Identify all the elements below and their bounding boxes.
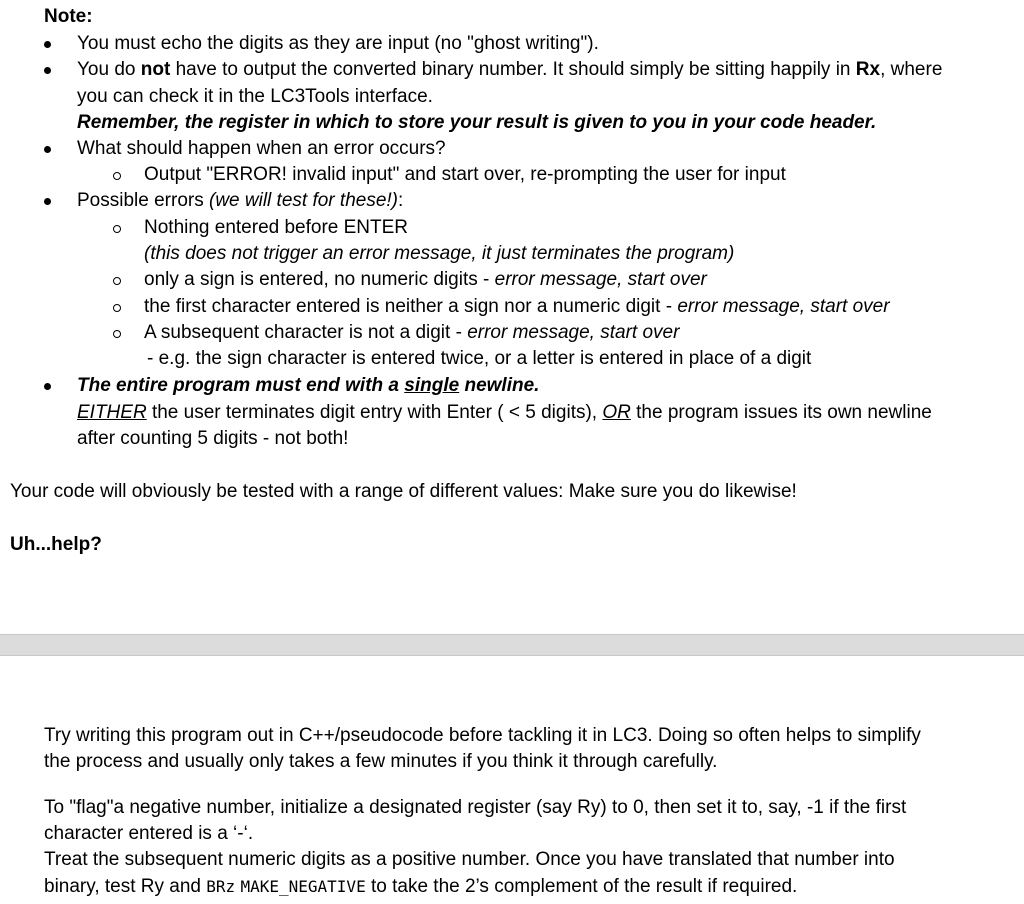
bullet-dot <box>44 198 51 205</box>
bullet-no-output-line2: you can check it in the LC3Tools interface. <box>77 86 433 107</box>
help-heading: Uh...help? <box>10 534 102 555</box>
error-nothing-note: (this does not trigger an error message, it just terminates the program) <box>144 243 735 264</box>
sub-bullet-circle <box>113 330 121 338</box>
bullet-dot <box>44 146 51 153</box>
page-break <box>0 634 1024 656</box>
sub-bullet-circle <box>113 304 121 312</box>
tip-treat-line1: Treat the subsequent numeric digits as a positive number. Once you have translated that number into <box>44 849 895 870</box>
sub-bullet-circle <box>113 277 121 285</box>
tip-flag-line2: character entered is a ‘-‘. <box>44 823 254 844</box>
tip-flag-line1: To "flag"a negative number, initialize a designated register (say Ry) to 0, then set it to, say, -1 if the first <box>44 797 907 818</box>
tip-pseudocode-line1: Try writing this program out in C++/pseudocode before tackling it in LC3. Doing so often helps to simplify <box>44 725 921 746</box>
error-subsequent-char: A subsequent character is not a digit - error message, start over <box>144 322 680 343</box>
bullet-possible-errors: Possible errors (we will test for these!): <box>77 190 404 211</box>
bullet-dot <box>44 67 51 74</box>
note-heading: Note: <box>44 6 93 27</box>
newline-either-or: EITHER the user terminates digit entry with Enter ( < 5 digits), OR the program issues its own newline <box>77 402 932 423</box>
bullet-single-newline: The entire program must end with a single newline. <box>77 375 540 396</box>
sub-bullet-circle <box>113 172 121 180</box>
bullet-dot <box>44 41 51 48</box>
tip-treat-line2: binary, test Ry and BRz MAKE_NEGATIVE to take the 2’s complement of the result if required. <box>44 876 798 897</box>
code-make-negative: MAKE_NEGATIVE <box>240 877 366 896</box>
error-only-sign: only a sign is entered, no numeric digits - error message, start over <box>144 269 707 290</box>
newline-line3: after counting 5 digits - not both! <box>77 428 349 449</box>
error-subsequent-note: - e.g. the sign character is entered twice, or a letter is entered in place of a digit <box>147 348 812 369</box>
sub-bullet-circle <box>113 225 121 233</box>
bullet-dot <box>44 383 51 390</box>
error-nothing-entered: Nothing entered before ENTER <box>144 217 409 238</box>
tip-pseudocode-line2: the process and usually only takes a few minutes if you think it through carefully. <box>44 751 718 772</box>
code-brz: BRz <box>206 877 236 896</box>
error-action: Output "ERROR! invalid input" and start over, re-prompting the user for input <box>144 164 786 185</box>
bullet-no-output: You do not have to output the converted binary number. It should simply be sitting happily in Rx, where <box>77 59 943 80</box>
remember-note: Remember, the register in which to store your result is given to you in your code header. <box>77 112 877 133</box>
page-bottom <box>0 656 1024 904</box>
tested-statement: Your code will obviously be tested with a range of different values: Make sure you do likewise! <box>10 481 797 502</box>
error-first-char: the first character entered is neither a sign nor a numeric digit - error message, start over <box>144 296 890 317</box>
bullet-error-question: What should happen when an error occurs? <box>77 138 446 159</box>
bullet-echo: You must echo the digits as they are input (no "ghost writing"). <box>77 33 599 54</box>
